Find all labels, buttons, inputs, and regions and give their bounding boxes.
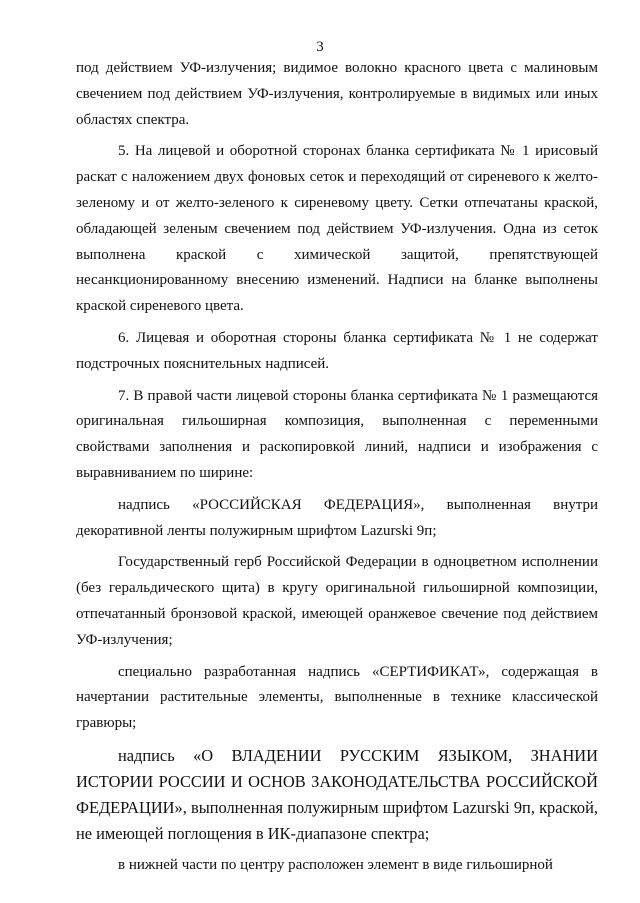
paragraph-bottom-element: в нижней части по центру расположен элемент в виде гильоширной (118, 856, 553, 873)
paragraph-item-6: 6. Лицевая и оборотная стороны бланка сертификата № 1 не содержат подстрочных пояснительных надписей. (76, 329, 598, 372)
paragraph-item-5: 5. На лицевой и оборотной сторонах бланка сертификата № 1 ирисовый раскат с наложением двух фоновых сеток и переходящий от сиреневого к желто-зеленому и от желто-зеленого к сиреневому цвету. Сетки отпечатаны краской, обладающей зеленым свечением под действием УФ-излучения. Одна из сеток выполнена краской с химической защитой, препятствующей несанкционированному внесению изменений. Надписи на бланке выполнены краской сиреневого цвета. (76, 143, 598, 315)
paragraph-language-history-label: надпись «О ВЛАДЕНИИ РУССКИМ ЯЗЫКОМ, ЗНАНИИ ИСТОРИИ РОССИИ И ОСНОВ ЗАКОНОДАТЕЛЬСТВА РОССИЙСКОЙ ФЕДЕРАЦИИ», выполненная полужирным шрифтом Lazurski 9п, краской, не имеющей поглощения в ИК-диапазоне спектра; (76, 745, 598, 843)
paragraph-certificate-label: специально разработанная надпись «СЕРТИФИКАТ», содержащая в начертании растительные элементы, выполненные в технике классической гравюры; (76, 663, 598, 732)
paragraph-continuation: под действием УФ-излучения; видимое волокно красного цвета с малиновым свечением под действием УФ-излучения, контролируемые в видимых или иных областях спектра. (76, 60, 598, 128)
page-number: 3 (316, 39, 324, 55)
document-body (76, 56, 598, 879)
paragraph-item-7: 7. В правой части лицевой стороны бланка сертификата № 1 размещаются оригинальная гильоширная композиция, выполненная с переменными свойствами заполнения и раскопировкой линий, надписи и изображения с выравниванием по ширине: (76, 387, 598, 481)
paragraph-coat-of-arms: Государственный герб Российской Федерации в одноцветном исполнении (без геральдического щита) в кругу оригинальной гильоширной композиции, отпечатанный бронзовой краской, имеющей оранжевое свечение под действием УФ-излучения; (76, 554, 598, 648)
paragraph-russian-federation-label: надпись «РОССИЙСКАЯ ФЕДЕРАЦИЯ», выполненная внутри декоративной ленты полужирным шрифтом Lazurski 9п; (76, 496, 598, 539)
